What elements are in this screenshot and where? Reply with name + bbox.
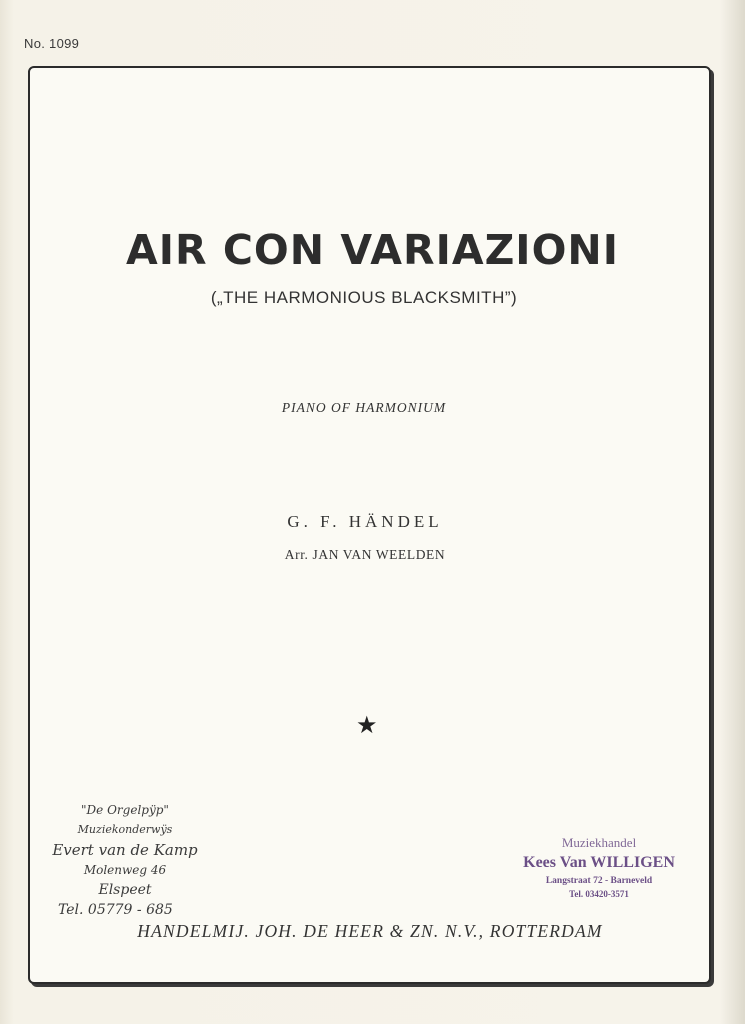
page-title: AIR CON VARIAZIONI — [125, 226, 619, 274]
stamp-owner: Kees Van WILLIGEN — [523, 854, 675, 871]
publisher-line: HANDELMIJ. JOH. DE HEER & ZN. N.V., ROTTERDAM — [137, 921, 603, 941]
dealer-stamp-left — [40, 800, 210, 920]
stamp-shop-subtitle: Muziekonderwÿs — [77, 823, 173, 836]
instrumentation: PIANO OF HARMONIUM — [281, 400, 447, 415]
page-subtitle: („THE HARMONIOUS BLACKSMITH”) — [210, 288, 518, 307]
stamp-address: Langstraat 72 - Barneveld — [545, 876, 653, 886]
stamp-town: Elspeet — [98, 882, 152, 898]
star-icon: ★ — [356, 711, 378, 739]
stamp-phone: Tel. 03420-3571 — [569, 889, 629, 899]
catalog-number: No. 1099 — [24, 36, 80, 51]
composer-name: G. F. HÄNDEL — [287, 512, 443, 531]
stamp-shop-name: "De Orgelpÿp" — [81, 803, 169, 817]
dealer-stamp-right — [505, 834, 693, 900]
stamp-street: Molenweg 46 — [83, 863, 167, 877]
arranger-name: Arr. JAN VAN WEELDEN — [284, 547, 446, 562]
stamp-shop-type: Muziekhandel — [561, 835, 637, 850]
stamp-owner: Evert van de Kamp — [52, 841, 198, 859]
stamp-phone: Tel. 05779 - 685 — [58, 902, 173, 918]
